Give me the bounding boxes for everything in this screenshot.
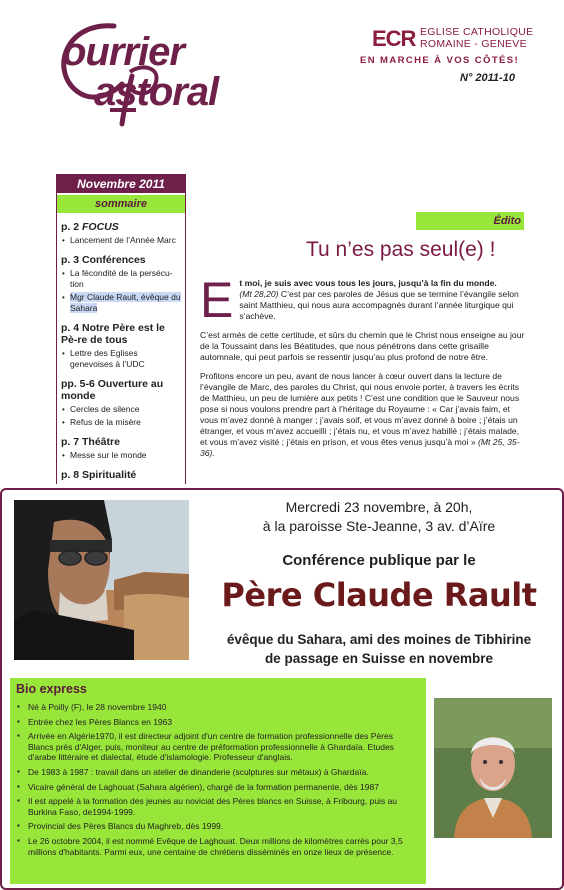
publisher-slogan: EN MARCHE À VOS CÔTÉS! (360, 55, 520, 66)
summary-link[interactable]: • La fécondité de la persécu-tion (61, 268, 181, 290)
summary-section (57, 221, 185, 246)
issue-number: N° 2011-10 (460, 72, 515, 84)
bio-title: Bio express (16, 682, 87, 696)
conference-flyer (0, 488, 564, 890)
publisher-name (420, 26, 533, 50)
masthead-title-line2: astoral (94, 70, 219, 114)
summary-section-title: pp. 5-6 Ouverture au monde (61, 378, 164, 402)
bio-item: ▪ Vicaire général de Laghouat (Sahara algérien), chargé de la formation permanente, dès 1987 (16, 782, 420, 793)
summary-section-title: p. 7 Théâtre (61, 436, 120, 448)
speaker-description (202, 630, 556, 668)
edito-title: Tu n’es pas seul(e) ! (306, 238, 496, 261)
bio-item: ▪ Arrivée en Algérie1970, il est directeur adjoint d'un centre de formation professionnelle des Pères Blancs près d'Alger, puis, moniteur au centre de préformation professionnelle à Ghardaïa. Etudes d'arabe littéraire et dialectal, étude d'islamologie. Professeur d'anglais. (16, 731, 420, 763)
publisher-name-line2: ROMAINE - GENEVE (420, 38, 527, 50)
speaker-description-line2: de passage en Suisse en novembre (264, 651, 494, 666)
bio-item: ▪ Né à Poilly (F), le 28 novembre 1940 (16, 702, 420, 713)
desert-portrait-image (14, 500, 189, 660)
edito-article (200, 272, 526, 467)
event-place: à la paroisse Ste-Jeanne, 3 av. d’Aïre (262, 518, 496, 534)
summary-section (57, 436, 185, 461)
summary-section (57, 322, 185, 370)
bio-item: ▪ Il est appelé à la formation des jeunes au noviciat des Pères blancs en Suisse, à Fribourg, puis au Burkina Faso, de1994-1999. (16, 796, 420, 817)
summary-link[interactable]: • Lettre des Eglises genevoises à l’UDC (61, 348, 181, 370)
bio-item: ▪ Le 26 octobre 2004, il est nommé Evêque de Laghouat. Deux millions de kilomètres carrés pour 3,5 millions d'habitants. Parmi eux, une centaine de chrétiens disséminés en onze lieux de présence. (16, 836, 420, 857)
bio-item: ▪ Entrée chez les Pères Blancs en 1963 (16, 717, 420, 728)
edito-lead-paragraph: E t moi, je suis avec vous tous les jours, jusqu’à la fin du monde. (Mt 28,20) C’est par ces paroles de Jésus que se termine l’évangile selon saint Matthieu, qui nous aura accompagnés durant l’année liturgique qui s’achève. (200, 272, 519, 328)
ecr-logo: ECR (372, 26, 416, 51)
masthead-title-line1: ourrier (62, 30, 184, 74)
speaker-description-line1: évêque du Sahara, ami des moines de Tibhirine (226, 632, 532, 647)
summary-section-title: p. 3 Conférences (61, 254, 146, 266)
bio-express-box (10, 678, 426, 884)
drop-cap: E (200, 272, 234, 328)
speaker-name: Père Claude Rault (221, 576, 537, 614)
summary-link[interactable]: • Messe sur le monde (61, 450, 181, 461)
speaker-portrait-photo (434, 698, 552, 838)
summary-month: Novembre 2011 (57, 175, 185, 193)
publisher-name-line1: EGLISE CATHOLIQUE (420, 26, 534, 38)
summary-section (57, 254, 185, 314)
event-date-place (202, 498, 556, 536)
summary-section (57, 469, 185, 481)
summary-link[interactable]: • Refus de la misère (61, 417, 181, 428)
desert-portrait-photo (14, 500, 189, 660)
summary-box (56, 174, 186, 484)
summary-section-title: p. 2 FOCUS (61, 221, 119, 233)
event-conference-label: Conférence publique par le (282, 552, 476, 569)
summary-link-highlighted[interactable]: • Mgr Claude Rault, évêque du Sahara (61, 292, 181, 314)
summary-section (57, 378, 185, 428)
summary-heading: sommaire (57, 195, 185, 213)
summary-section-title: p. 8 Spiritualité (61, 469, 137, 481)
edito-tag: Édito (416, 212, 524, 230)
edito-paragraph: Profitons encore un peu, avant de nous lancer à cœur ouvert dans la lecture de l’évangile de Marc, des paroles du Christ, qui nous envoie porter, à travers les écrits de Matthieu, un peu de lumière aux petits ! C’est une condition que le Sauveur nous pose si nous voulons prendre part à l’héritage du Royaume : « Car j’avais faim, et vous m’avez donné à manger ; j’avais soif, et vous m’avez donné à boire ; j’étais un étranger, et vous m’avez accueilli ; j’étais nu, et vous m’avez habillé ; j’étais malade, et vous m’avez visité ; j’étais en prison, et vous êtes venus jusqu’à moi » (Mt 25, 35-36). (200, 371, 520, 458)
summary-section-title: p. 4 Notre Père est le Pè-re de tous (61, 322, 165, 346)
speaker-portrait-image (434, 698, 552, 838)
summary-link[interactable]: • Lancement de l’Année Marc (61, 235, 181, 246)
summary-link[interactable]: • Cercles de silence (61, 404, 181, 415)
bio-item: ▪ Provincial des Pères Blancs du Maghreb, dès 1999. (16, 821, 420, 832)
bio-item: ▪ De 1983 à 1987 : travail dans un atelier de dinanderie (sculptures sur métaux) à Ghardaïa. (16, 767, 420, 778)
event-date: Mercredi 23 novembre, à 20h, (285, 499, 473, 515)
edito-paragraph: C’est armés de cette certitude, et sûrs du chemin que le Christ nous enseigne au jour de la Toussaint dans les Béatitudes, que nous pénétrons dans cette grisaille automnale, qui peut parfois se ressentir jusqu’au plus profond de notre être. (200, 330, 525, 362)
masthead-logo (44, 12, 324, 132)
